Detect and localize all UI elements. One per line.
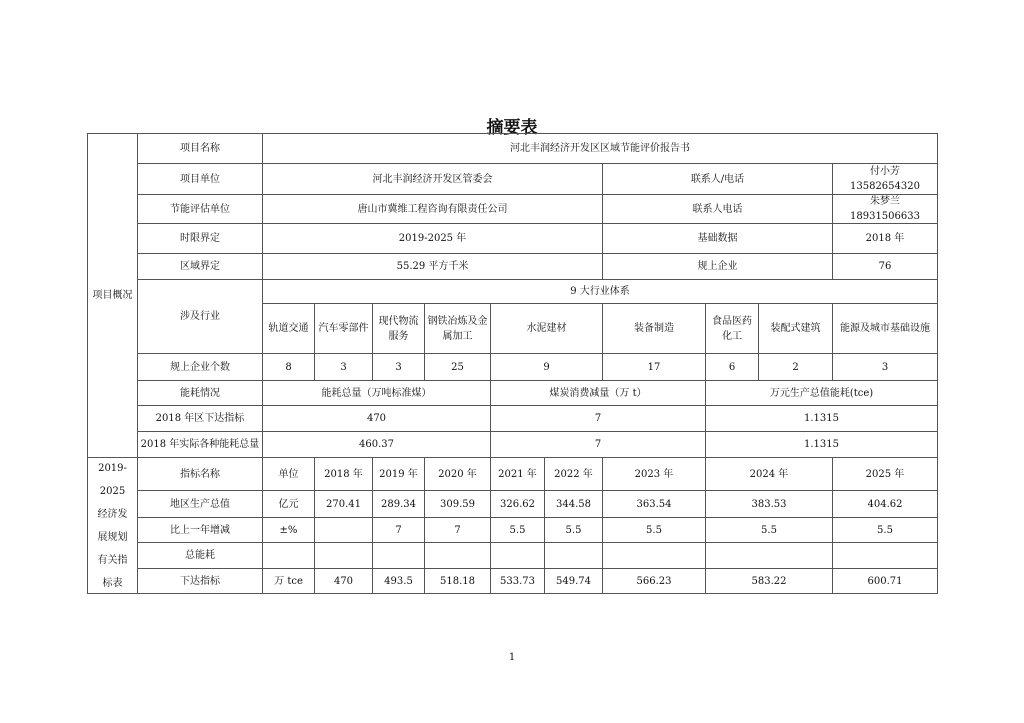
plan-value: 289.34 [373, 491, 425, 518]
plan-value: 309.59 [425, 491, 491, 518]
overview-section-label: 项目概况 [87, 133, 138, 458]
industries-header: 9 大行业体系 [263, 280, 938, 304]
area-label: 区域界定 [138, 254, 263, 280]
target-2018-coal: 7 [491, 406, 706, 432]
enterprise-count-cell: 17 [603, 354, 706, 381]
scale-enterprises-label: 规上企业 [603, 254, 833, 280]
plan-value [373, 543, 425, 569]
industry-cell: 现代物流服务 [373, 304, 425, 354]
year-header: 2021 年 [491, 458, 545, 491]
industry-cell: 水泥建材 [491, 304, 603, 354]
enterprise-count-cell: 3 [373, 354, 425, 381]
plan-value: 5.5 [545, 518, 603, 543]
industry-cell: 食品医药化工 [706, 304, 759, 354]
target-2018-label: 2018 年区下达指标 [138, 406, 263, 432]
plan-value [425, 543, 491, 569]
actual-2018-coal: 7 [491, 432, 706, 458]
plan-value [491, 543, 545, 569]
plan-value: 5.5 [491, 518, 545, 543]
contact2-label: 联系人电话 [603, 195, 833, 224]
contact2-value: 朱梦兰 18931506633 [833, 195, 938, 224]
enterprise-count-cell: 3 [315, 354, 373, 381]
actual-2018-intensity: 1.1315 [706, 432, 938, 458]
plan-value: 493.5 [373, 569, 425, 594]
actual-2018-label: 2018 年实际各种能耗总量 [138, 432, 263, 458]
page-title: 摘要表 [486, 118, 538, 138]
plan-value [315, 543, 373, 569]
plan-row-name: 地区生产总值 [138, 491, 263, 518]
target-2018-intensity: 1.1315 [706, 406, 938, 432]
plan-value: 470 [315, 569, 373, 594]
project-name-label: 项目名称 [138, 133, 263, 164]
industries-label: 涉及行业 [138, 280, 263, 354]
unit-header: 单位 [263, 458, 315, 491]
year-header: 2018 年 [315, 458, 373, 491]
energy-header-intensity: 万元生产总值能耗(tce) [706, 381, 938, 406]
industry-cell: 装备制造 [603, 304, 706, 354]
plan-section-label: 2019-2025 经济发展规划有关指标表 [87, 458, 138, 594]
plan-value [603, 543, 706, 569]
plan-value [315, 518, 373, 543]
plan-row-name: 总能耗 [138, 543, 263, 569]
indicator-header: 指标名称 [138, 458, 263, 491]
energy-header-coal: 煤炭消费减量（万 t） [491, 381, 706, 406]
plan-value: 326.62 [491, 491, 545, 518]
plan-value [833, 543, 938, 569]
enterprise-count-cell: 25 [425, 354, 491, 381]
plan-value [706, 543, 833, 569]
industry-cell: 轨道交通 [263, 304, 315, 354]
plan-value: 7 [425, 518, 491, 543]
assessor-label: 节能评估单位 [138, 195, 263, 224]
area-value: 55.29 平方千米 [263, 254, 603, 280]
plan-row-name: 下达指标 [138, 569, 263, 594]
plan-row-name: 比上一年增减 [138, 518, 263, 543]
enterprise-count-cell: 3 [833, 354, 938, 381]
energy-label: 能耗情况 [138, 381, 263, 406]
energy-header-total: 能耗总量（万吨标准煤） [263, 381, 491, 406]
plan-value: 583.22 [706, 569, 833, 594]
actual-2018-total: 460.37 [263, 432, 491, 458]
plan-value: 600.71 [833, 569, 938, 594]
plan-value: 518.18 [425, 569, 491, 594]
plan-value: 549.74 [545, 569, 603, 594]
plan-value: 270.41 [315, 491, 373, 518]
enterprise-count-cell: 9 [491, 354, 603, 381]
page-number: 1 [508, 652, 516, 663]
plan-row-unit [263, 543, 315, 569]
year-header: 2024 年 [706, 458, 833, 491]
base-data-label: 基础数据 [603, 224, 833, 254]
year-header: 2022 年 [545, 458, 603, 491]
target-2018-total: 470 [263, 406, 491, 432]
enterprise-count-cell: 2 [759, 354, 833, 381]
plan-row-unit: 亿元 [263, 491, 315, 518]
plan-value: 5.5 [833, 518, 938, 543]
period-label: 时限界定 [138, 224, 263, 254]
plan-value: 7 [373, 518, 425, 543]
plan-value [545, 543, 603, 569]
plan-value: 566.23 [603, 569, 706, 594]
plan-value: 5.5 [706, 518, 833, 543]
contact1-value: 付小芳 13582654320 [833, 164, 938, 195]
industry-cell: 装配式建筑 [759, 304, 833, 354]
project-unit-label: 项目单位 [138, 164, 263, 195]
plan-row-unit: 万 tce [263, 569, 315, 594]
year-header: 2025 年 [833, 458, 938, 491]
enterprise-count-cell: 6 [706, 354, 759, 381]
period-value: 2019-2025 年 [263, 224, 603, 254]
project-name-value: 河北丰润经济开发区区域节能评价报告书 [263, 133, 938, 164]
contact1-label: 联系人/电话 [603, 164, 833, 195]
scale-enterprises-value: 76 [833, 254, 938, 280]
plan-value: 363.54 [603, 491, 706, 518]
enterprise-count-label: 规上企业个数 [138, 354, 263, 381]
industry-cell: 汽车零部件 [315, 304, 373, 354]
base-data-value: 2018 年 [833, 224, 938, 254]
plan-value: 383.53 [706, 491, 833, 518]
project-unit-value: 河北丰润经济开发区管委会 [263, 164, 603, 195]
enterprise-count-cell: 8 [263, 354, 315, 381]
plan-value: 344.58 [545, 491, 603, 518]
industry-cell: 能源及城市基础设施 [833, 304, 938, 354]
plan-value: 5.5 [603, 518, 706, 543]
assessor-value: 唐山市冀维工程咨询有限责任公司 [263, 195, 603, 224]
year-header: 2020 年 [425, 458, 491, 491]
year-header: 2019 年 [373, 458, 425, 491]
industry-cell: 钢铁冶炼及金属加工 [425, 304, 491, 354]
plan-value: 404.62 [833, 491, 938, 518]
year-header: 2023 年 [603, 458, 706, 491]
plan-row-unit: ±% [263, 518, 315, 543]
plan-value: 533.73 [491, 569, 545, 594]
